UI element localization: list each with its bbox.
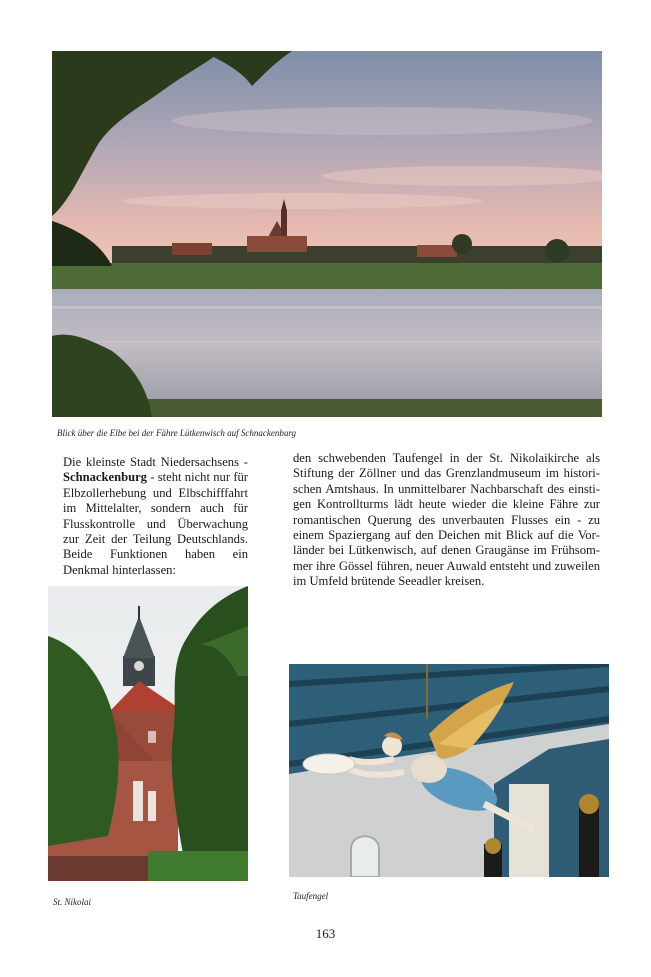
text-intro: Die kleinste Stadt Niedersachsens - bbox=[63, 455, 248, 469]
text-left-rest: - steht nicht nur für Elbzollerhebung und Elbschifffahrt im Mittelalter, sondern auch für Flusskontrolle und Überwachung zur Zeit der Teilung Deutschlands. Beide Funktionen haben ein Denkmal hinterlassen: bbox=[63, 470, 248, 577]
text-column-right bbox=[293, 451, 600, 590]
caption-elbe: Blick über die Elbe bei der Fähre Lütkenwisch auf Schnackenburg bbox=[57, 428, 297, 438]
text-bold-schnackenburg: Schnackenburg bbox=[63, 470, 147, 485]
caption-st-nikolai: St. Nikolai bbox=[53, 897, 91, 907]
paragraph-right: den schwebenden Taufengel in der St. Nikolaikirche als Stiftung der Zöllner und das Grenzlandmuseum im historischen Amtshaus. In unmittelbarer Nachbarschaft des einstigen Kontrollturms lädt heute wieder die kleine Fähre zur romantischen Querung des unverbauten Flusses ein - zu einem Spaziergang auf den Deichen mit Blick auf die Vorländer bei Lütkenwisch, auf denen Graugänse im Frühsommer ihre Gössel führen, neuer Auwald entsteht und zuweilen im Umfeld brütende Seeadler kreisen. bbox=[293, 451, 600, 589]
caption-taufengel: Taufengel bbox=[293, 891, 329, 901]
photo-taufengel bbox=[289, 664, 609, 877]
page-number: 163 bbox=[315, 926, 336, 941]
photo-elbe-river bbox=[52, 51, 602, 417]
paragraph-left bbox=[63, 455, 248, 578]
text-column-left bbox=[63, 455, 248, 578]
photo-st-nikolai bbox=[48, 586, 248, 881]
